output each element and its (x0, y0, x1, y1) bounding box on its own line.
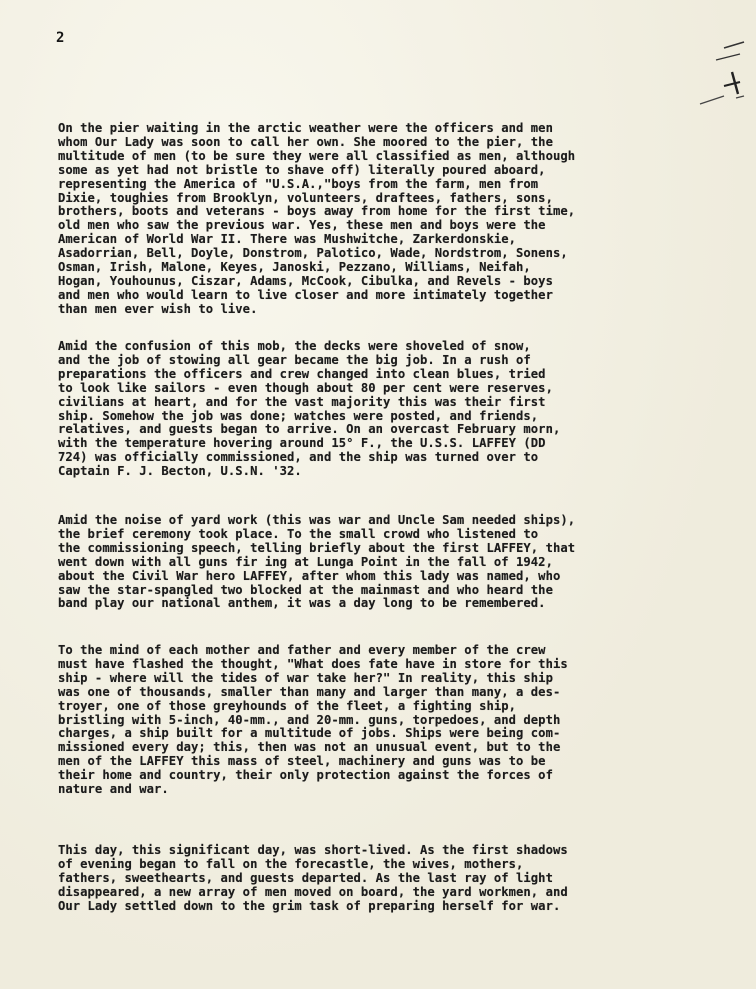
paragraph-thought: To the mind of each mother and father and every member of the crew must have flashed the thought, "What does fate have in store for this ship - where will the tides of war take her?" In reality, this ship was one of thousands, smaller than many and larger than many, a des- troyer, one of those greyhounds of the fleet, a fighting ship, bristling with 5-inch, 40-mm., and 20-mm. guns, torpedoes, and depth charges, a ship built for a multitude of jobs. Ships were being com- missioned every day; this, then was not an unusual event, but to the men of the LAFFEY this mass of steel, machinery and guns was to be their home and country, their only protection against the forces of nature and war. (58, 643, 568, 797)
pencil-corner-mark (694, 38, 748, 108)
paragraph-commissioning: Amid the confusion of this mob, the decks were shoveled of snow, and the job of stowing all gear became the big job. In a rush of preparations the officers and crew changed into clean blues, tried to look like sailors - even though about 80 per cent were reserves, civilians at heart, and for the vast majority this was their first ship. Somehow the job was done; watches were posted, and friends, relatives, and guests began to arrive. On an overcast February morn, with the temperature hovering around 15° F., the U.S.S. LAFFEY (DD 724) was officially commissioned, and the ship was turned over to Captain F. J. Becton, U.S.N. '32. (58, 339, 561, 479)
page-number: 2 (56, 30, 65, 46)
paragraph-pier-arrival: On the pier waiting in the arctic weather were the officers and men whom Our Lady was soon to call her own. She moored to the pier, the multitude of men (to be sure they were all classified as men, although some as yet had not bristle to shave off) literally poured aboard, representing the America of "U.S.A.,"boys from the farm, men from Dixie, toughies from Brooklyn, volunteers, draftees, fathers, sons, brothers, boots and veterans - boys away from home for the first time, old men who saw the previous war. Yes, these men and boys were the American of World War II. There was Mushwitche, Zarkerdonskie, Asadorrian, Bell, Doyle, Donstrom, Palotico, Wade, Nordstrom, Sonens, Osman, Irish, Malone, Keyes, Janoski, Pezzano, Williams, Neifah, Hogan, Youhounus, Ciszar, Adams, McCook, Cibulka, and Revels - boys and men who would learn to live closer and more intimately together than men ever wish to live. (58, 121, 576, 316)
paragraph-ceremony: Amid the noise of yard work (this was war and Uncle Sam needed ships), the brief ceremony took place. To the small crowd who listened to the commissioning speech, telling briefly about the first LAFFEY, that went down with all guns fir ing at Lunga Point in the fall of 1942, about the Civil War hero LAFFEY, after whom this lady was named, who saw the star-spangled two blocked at the mainmast and who heard the band play our national anthem, it was a day long to be remembered. (58, 513, 576, 611)
paragraph-evening: This day, this significant day, was short-lived. As the first shadows of evening began to fall on the forecastle, the wives, mothers, fathers, sweethearts, and guests departed. As the last ray of light disappeared, a new array of men moved on board, the yard workmen, and Our Lady settled down to the grim task of preparing herself for war. (58, 843, 568, 913)
